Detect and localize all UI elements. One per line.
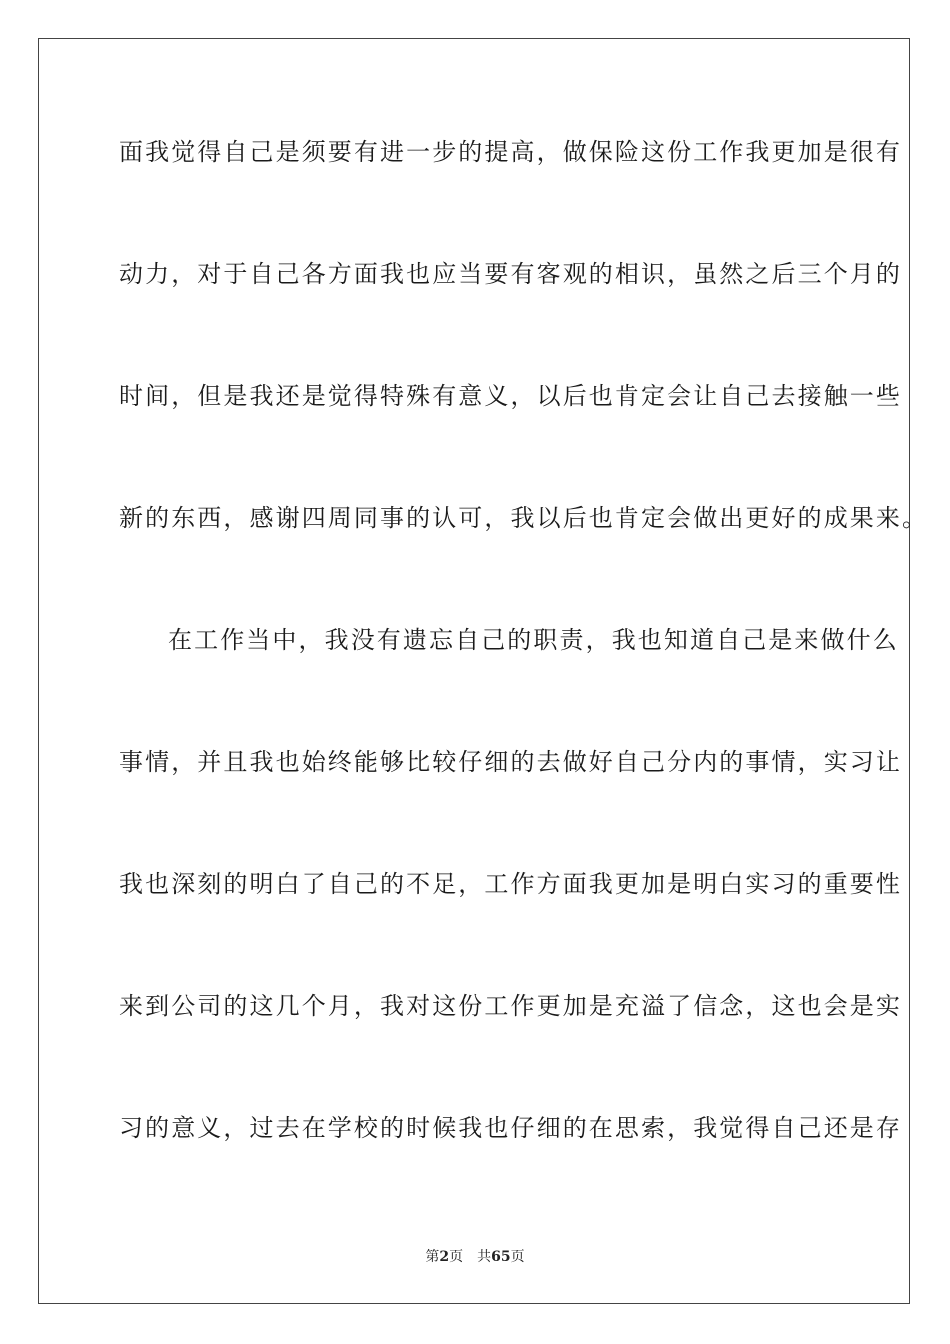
total-prefix: 共 <box>477 1249 492 1265</box>
total-suffix: 页 <box>510 1249 525 1265</box>
text-line-7: 我也深刻的明白了自己的不足，工作方面我更加是明白实习的重要性 <box>119 870 902 898</box>
page-prefix: 第 <box>425 1249 440 1265</box>
page-frame <box>38 38 929 1304</box>
text-line-9: 习的意义，过去在学校的时候我也仔细的在思索，我觉得自己还是存 <box>119 1114 902 1142</box>
text-line-5-paragraph-start: 在工作当中，我没有遗忘自己的职责，我也知道自己是来做什么 <box>168 626 899 654</box>
page-suffix: 页 <box>449 1249 464 1265</box>
text-line-8: 来到公司的这几个月，我对这份工作更加是充溢了信念，这也会是实 <box>119 992 902 1020</box>
text-line-6: 事情，并且我也始终能够比较仔细的去做好自己分内的事情，实习让 <box>119 748 902 776</box>
page-footer <box>39 1247 911 1267</box>
text-line-4: 新的东西，感谢四周同事的认可，我以后也肯定会做出更好的成果来。 <box>119 504 929 532</box>
page-total: 65 <box>491 1249 511 1265</box>
text-line-1: 面我觉得自己是须要有进一步的提高，做保险这份工作我更加是很有 <box>119 138 902 166</box>
text-line-3: 时间，但是我还是觉得特殊有意义，以后也肯定会让自己去接触一些 <box>119 382 902 410</box>
page-current: 2 <box>439 1249 450 1265</box>
text-line-2: 动力，对于自己各方面我也应当要有客观的相识，虽然之后三个月的 <box>119 260 902 288</box>
